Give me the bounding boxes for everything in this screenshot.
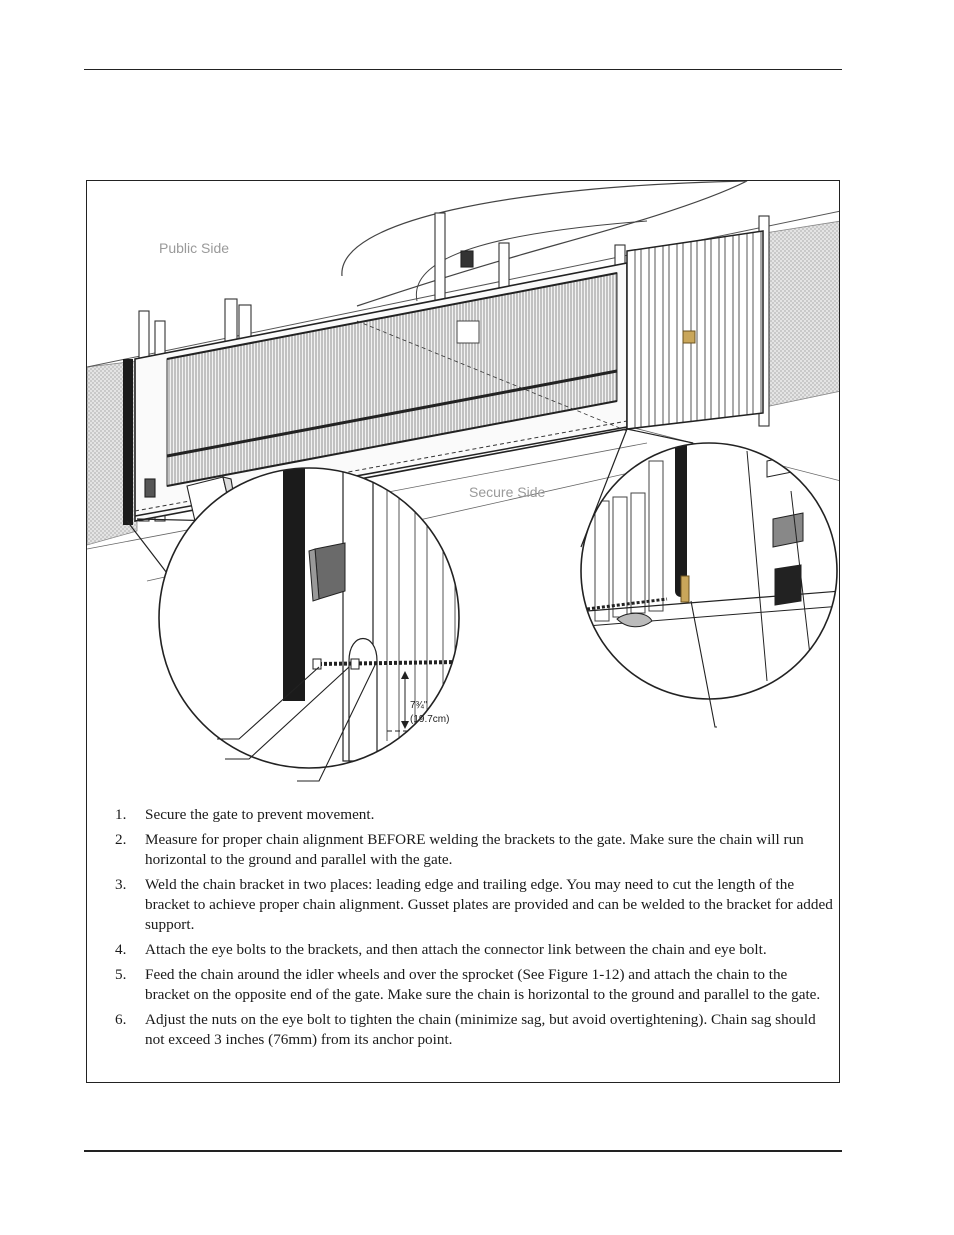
step-3 (111, 875, 833, 935)
dimension-inches: 7¾" (410, 700, 428, 711)
gate-installation-drawing (87, 181, 840, 801)
step-5 (111, 965, 833, 1005)
step-number: 2. (115, 831, 127, 848)
right-fence-mesh (765, 221, 840, 407)
figure-frame (86, 180, 840, 1083)
step-text: Attach the eye bolts to the brackets, and then attach the connector link between the chain and eye bolt. (145, 941, 767, 958)
step-number: 3. (115, 876, 127, 893)
step-number: 1. (115, 806, 127, 823)
secure-side-label: Secure Side (469, 484, 546, 500)
detail-circle-trailing-edge (581, 443, 840, 699)
instruction-steps (111, 805, 833, 1055)
step-text: Feed the chain around the idler wheels and over the sprocket (See Figure 1-12) and attach the chain to the bracket on the opposite end of the gate. Make sure the chain is horizontal to the ground and parallel to the gate. (145, 966, 821, 1003)
dimension-cm: (19.7cm) (410, 714, 450, 725)
step-6 (111, 1010, 833, 1050)
detail-circle-leading-edge (159, 461, 527, 768)
public-side-label: Public Side (159, 240, 230, 256)
step-2 (111, 830, 833, 870)
step-text: Measure for proper chain alignment BEFORE welding the brackets to the gate. Make sure the chain will run horizontal to the ground and parallel with the gate. (145, 831, 804, 868)
pedestrian-gate (627, 231, 763, 429)
step-text: Adjust the nuts on the eye bolt to tighten the chain (minimize sag, but avoid overtightening). Chain sag should not exceed 3 inches (76mm) from its anchor point. (145, 1011, 816, 1048)
leading-edge-bumper (123, 359, 133, 525)
step-number: 6. (115, 1011, 127, 1028)
step-1 (111, 805, 833, 825)
step-text: Weld the chain bracket in two places: leading edge and trailing edge. You may need to cut the length of the bracket to achieve proper chain alignment. Gusset plates are provided and can be welded to the bracket for added support. (145, 876, 833, 933)
header-rule (84, 69, 842, 70)
step-text: Secure the gate to prevent movement. (145, 806, 375, 823)
footer-rule (84, 1150, 842, 1152)
step-number: 4. (115, 941, 127, 958)
step-number: 5. (115, 966, 127, 983)
step-4 (111, 940, 833, 960)
